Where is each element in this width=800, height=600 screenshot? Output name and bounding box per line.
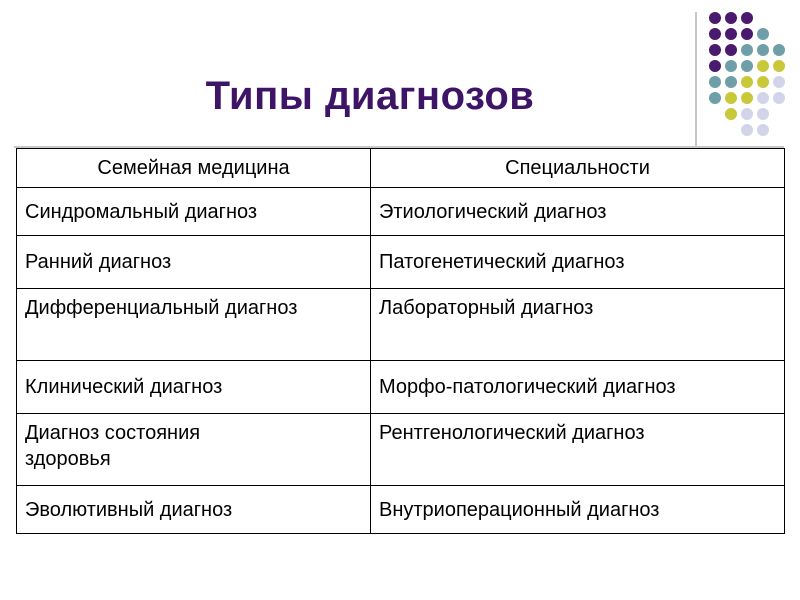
vertical-divider	[695, 12, 697, 146]
table-cell: Клинический диагноз	[17, 361, 371, 414]
dot	[709, 44, 721, 56]
table-cell: Морфо-патологический диагноз	[371, 361, 785, 414]
table-row	[17, 188, 785, 236]
dot	[725, 92, 737, 104]
table-cell: Ранний диагноз	[17, 236, 371, 289]
table-row	[17, 414, 785, 486]
table-cell: Внутриоперационный диагноз	[371, 486, 785, 534]
table-header-row	[17, 149, 785, 188]
table-cell: Лабораторный диагноз	[371, 289, 785, 361]
dot	[709, 92, 721, 104]
dot	[709, 28, 721, 40]
dot	[757, 108, 769, 120]
dot	[741, 124, 753, 136]
dot	[725, 28, 737, 40]
header-family-medicine: Семейная медицина	[17, 149, 371, 188]
dot	[725, 60, 737, 72]
table-cell: Дифференциальный диагноз	[17, 289, 371, 361]
table-cell: Патогенетический диагноз	[371, 236, 785, 289]
dot	[741, 76, 753, 88]
table-cell: Рентгенологический диагноз	[371, 414, 785, 486]
dot	[757, 28, 769, 40]
table-cell: Этиологический диагноз	[371, 188, 785, 236]
dot	[757, 76, 769, 88]
dot	[757, 124, 769, 136]
dot	[725, 108, 737, 120]
dot	[773, 92, 785, 104]
slide-title: Типы диагнозов	[205, 74, 535, 118]
header-specialties: Специальности	[371, 149, 785, 188]
dot	[741, 60, 753, 72]
table-cell: Синдромальный диагноз	[17, 188, 371, 236]
dot	[741, 108, 753, 120]
dot	[741, 92, 753, 104]
dot	[757, 44, 769, 56]
dot	[709, 76, 721, 88]
dot	[757, 60, 769, 72]
dot	[757, 92, 769, 104]
dot	[725, 76, 737, 88]
table-row	[17, 236, 785, 289]
dot	[725, 12, 737, 24]
dot	[773, 44, 785, 56]
dot	[725, 44, 737, 56]
dot	[773, 60, 785, 72]
dot	[741, 28, 753, 40]
diagnosis-types-table	[16, 148, 785, 534]
dot	[709, 60, 721, 72]
table-row	[17, 486, 785, 534]
dot	[709, 12, 721, 24]
table-row	[17, 289, 785, 361]
dot	[741, 12, 753, 24]
table-cell: Диагноз состояния здоровья	[17, 414, 371, 486]
dot	[741, 44, 753, 56]
dot	[773, 76, 785, 88]
table-cell: Эволютивный диагноз	[17, 486, 371, 534]
table-row	[17, 361, 785, 414]
